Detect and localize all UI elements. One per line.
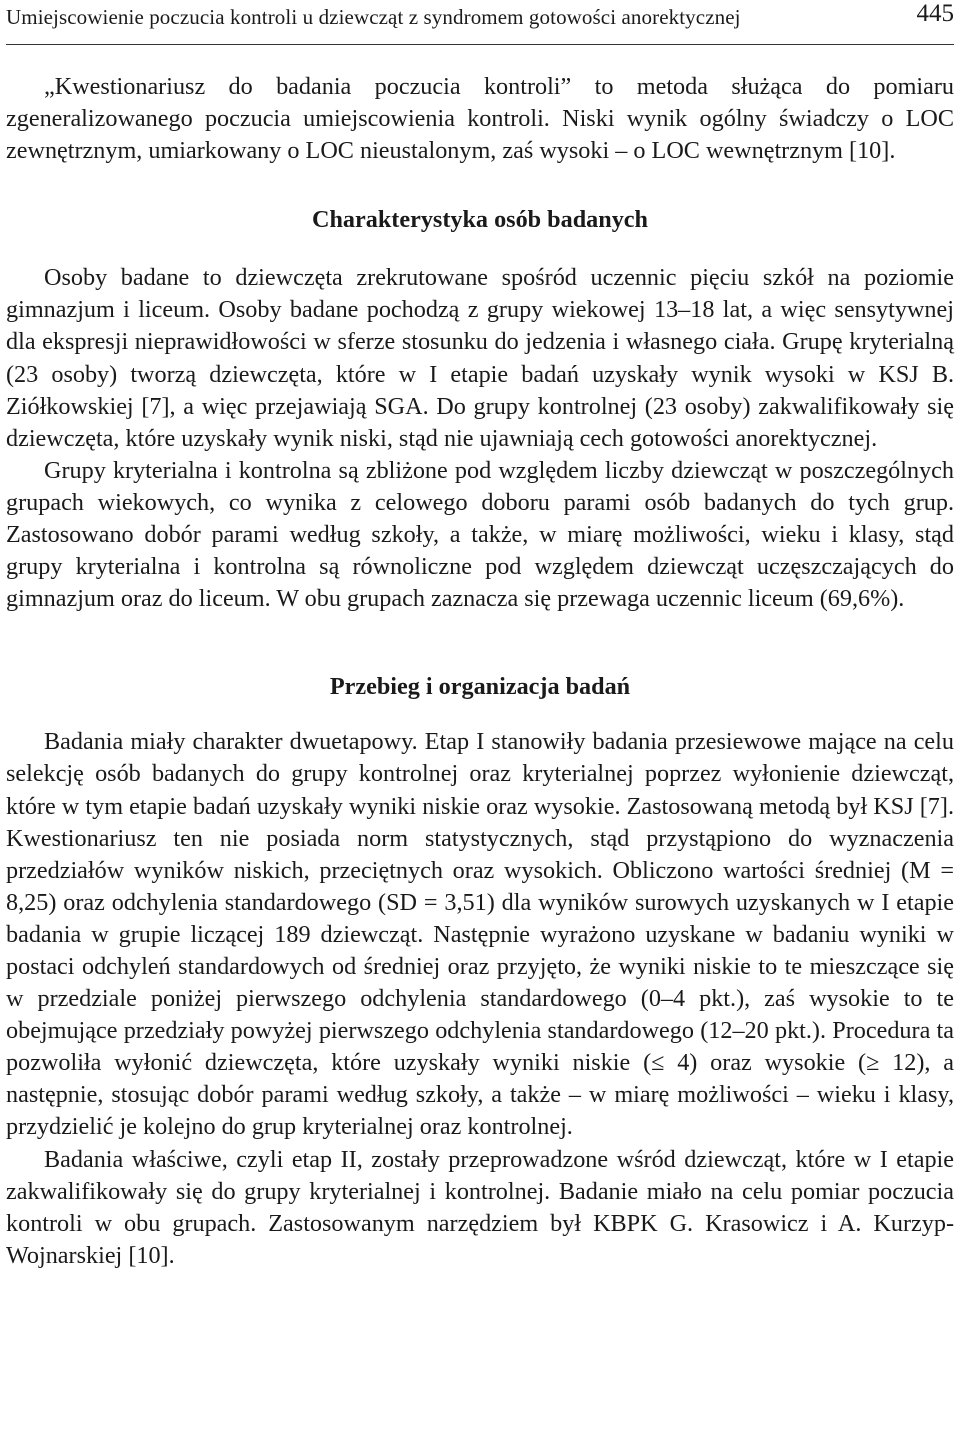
body-paragraph: Osoby badane to dziewczęta zrekrutowane spośród uczennic pięciu szkół na poziomie gimnazjum i liceum. Osoby badane pochodzą z grupy wiekowej 13–18 lat, a więc sensytywnej dla ekspresji nieprawidłowości w sferze stosunku do jedzenia i własnego ciała. Grupę kryterialną (23 osoby) tworzą dziewczęta, które w I etapie badań uzyskały wynik wysoki w KSJ B. Ziółkowskiej [7], a więc przejawiają SGA. Do grupy kontrolnej (23 osoby) zakwalifikowały się dziewczęta, które uzyskały wynik niski, stąd nie ujawniają cech gotowości anorektycznej. [6,264,954,452]
document-body [6,71,954,1272]
page-number: 445 [916,0,954,27]
running-header [6,0,954,45]
document-page [6,0,954,1272]
body-paragraph: Badania właściwe, czyli etap II, zostały przeprowadzone wśród dziewcząt, które w I etapie zakwalifikowały się do grupy kryterialnej i kontrolnej. Badanie miało na celu pomiar poczucia kontroli w obu grupach. Zastosowanym narzędziem był KBPK G. Krasowicz i A. Kurzyp-Wojnarskiej [10]. [6,1145,954,1269]
intro-paragraph: „Kwestionariusz do badania poczucia kontroli” to metoda służąca do pomiaru zgeneralizowanego poczucia umiejscowienia kontroli. Niski wynik ogólny świadczy o LOC zewnętrznym, umiarkowany o LOC nieustalonym, zaś wysoki – o LOC wewnętrznym [10]. [6,73,954,165]
running-title: Umiejscowienie poczucia kontroli u dziewcząt z syndromem gotowości anorektycznej [6,5,741,29]
section-heading-procedure: Przebieg i organizacja badań [329,673,631,701]
body-paragraph: Badania miały charakter dwuetapowy. Etap I stanowiły badania przesiewowe mające na celu selekcję osób badanych do grupy kontrolnej oraz kryterialnej poprzez wyłonienie dziewcząt, które w tym etapie badań uzyskały wyniki niskie oraz wysokie. Zastosowaną metodą był KSJ [7]. Kwestionariusz ten nie posiada norm statystycznych, stąd przystąpiono do wyznaczenia przedziałów wyników niskich, przeciętnych oraz wysokich. Obliczono wartości średniej (M = 8,25) oraz odchylenia standardowego (SD = 3,51) dla wyników surowych uzyskanych w I etapie badania w grupie liczącej 189 dziewcząt. Następnie wyrażono uzyskane w badaniu wyniki w postaci odchyleń standardowych od średniej oraz przyjęto, że wyniki niskie to te mieszczące się w przedziale poniżej pierwszego odchylenia standardowego (0–4 pkt.), zaś wysokie to te obejmujące przedziały powyżej pierwszego odchylenia standardowego (12–20 pkt.). Procedura ta pozwoliła wyłonić dziewczęta, które uzyskały wyniki niskie (≤ 4) oraz wysokie (≥ 12), a następnie, stosując dobór parami według szkoły, a także – w miarę możliwości – wieku i klasy, przydzielić je kolejno do grup kryterialnej oraz kontrolnej. [6,728,954,1141]
section-heading-participants: Charakterystyka osób badanych [312,206,648,234]
body-paragraph: Grupy kryterialna i kontrolna są zbliżone pod względem liczby dziewcząt w poszczególnych grupach wiekowych, co wynika z celowego doboru parami osób badanych do tych grup. Zastosowano dobór parami według szkoły, a także, w miarę możliwości, wieku i klasy, stąd grupy kryterialna i kontrolna są równoliczne pod względem dziewcząt uczęszczających do gimnazjum oraz do liceum. W obu grupach zaznacza się przewaga uczennic liceum (69,6%). [6,456,954,613]
